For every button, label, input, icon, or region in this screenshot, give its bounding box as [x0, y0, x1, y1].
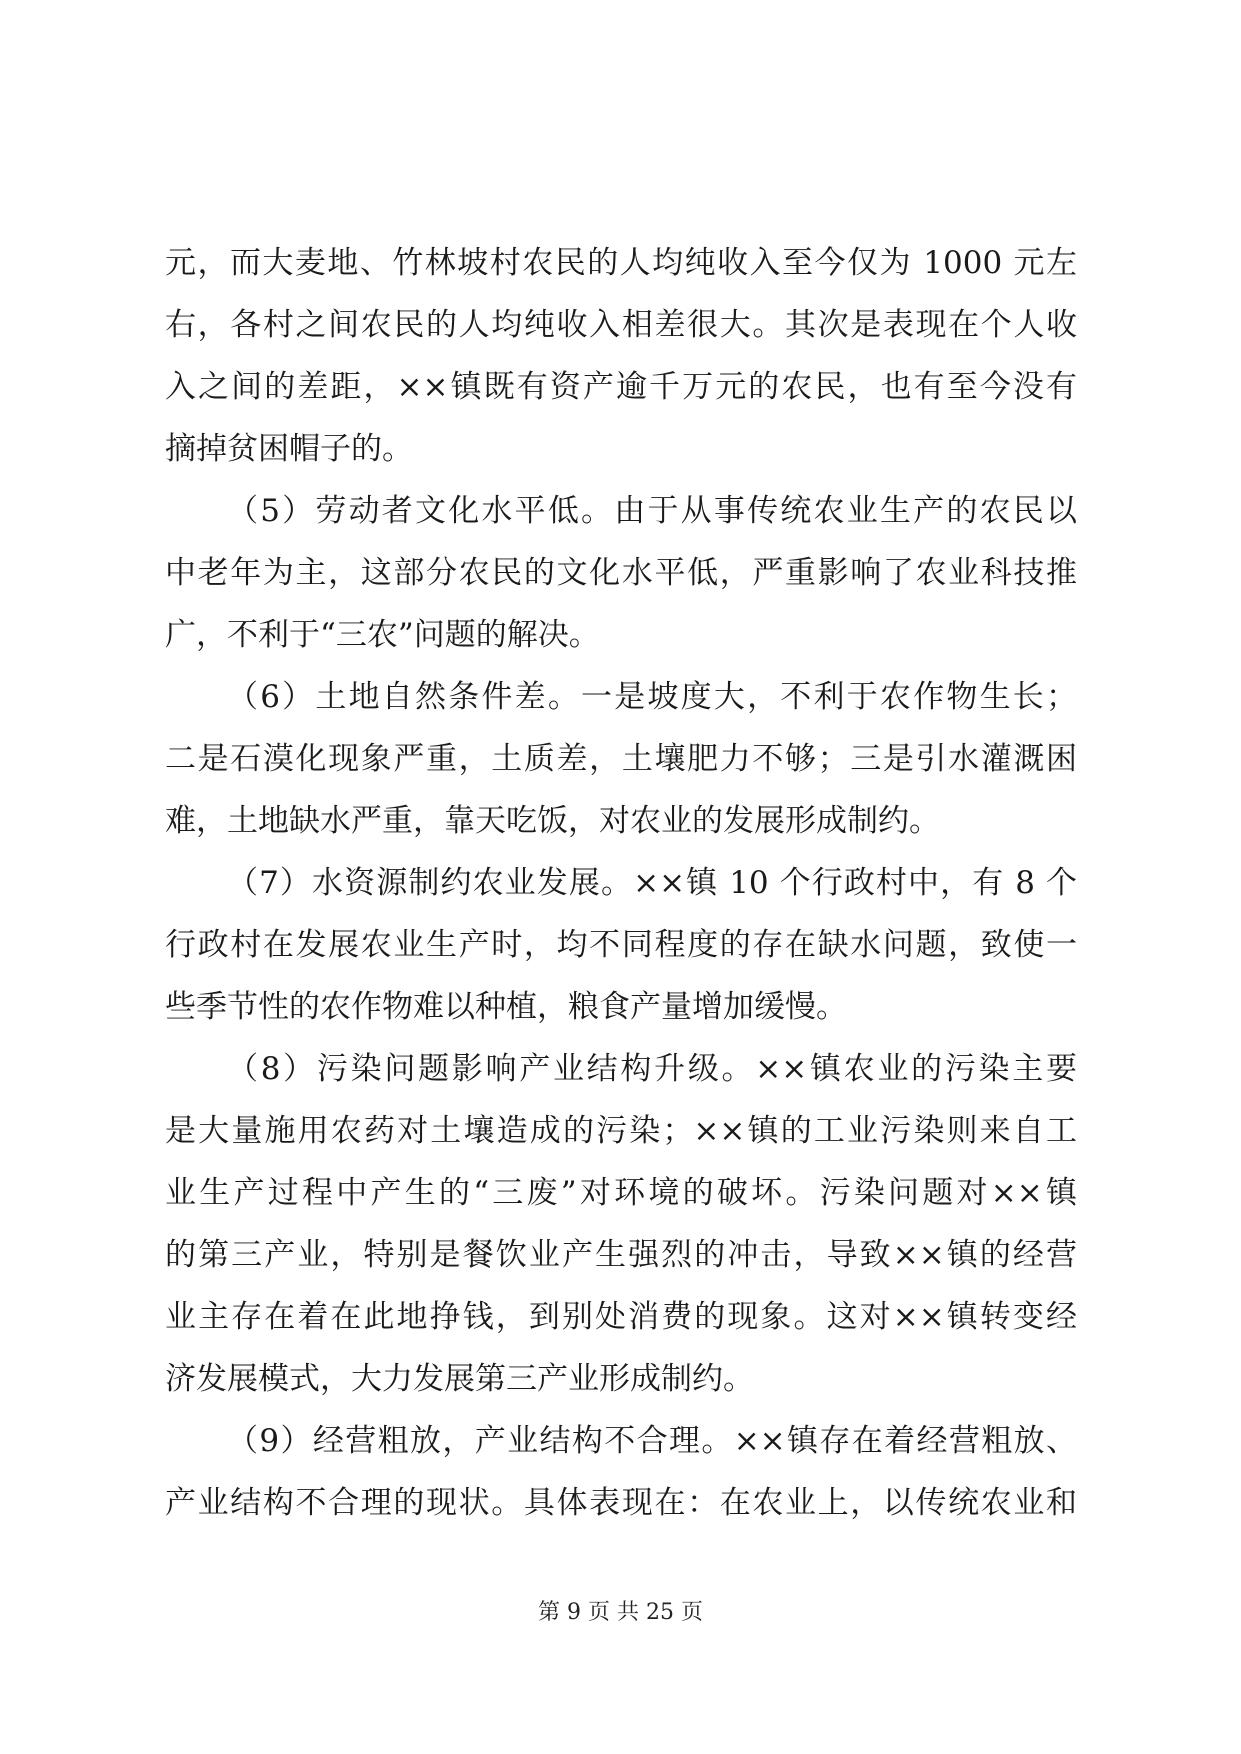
text-line: 业主存在着在此地挣钱，到别处消费的现象。这对××镇转变经: [165, 1299, 1077, 1335]
text-line: 难，土地缺水严重，靠天吃饭，对农业的发展形成制约。: [165, 803, 940, 839]
text-line: 元，而大麦地、竹林坡村农民的人均纯收入至今仅为 1000 元左: [165, 245, 1077, 281]
text-line: （9）经营粗放，产业结构不合理。××镇存在着经营粗放、: [227, 1423, 1077, 1459]
paragraph-income-gap: [165, 232, 1077, 480]
text-line: 行政村在发展农业生产时，均不同程度的存在缺水问题，致使一: [165, 927, 1077, 963]
body-text: [165, 232, 1077, 1534]
text-line: 广，不利于“三农”问题的解决。: [165, 617, 600, 653]
text-line: （8）污染问题影响产业结构升级。××镇农业的污染主要: [227, 1051, 1077, 1087]
text-line: 产业结构不合理的现状。具体表现在：在农业上，以传统农业和: [165, 1485, 1077, 1521]
text-line: 中老年为主，这部分农民的文化水平低，严重影响了农业科技推: [165, 555, 1077, 591]
text-line: 的第三产业，特别是餐饮业产生强烈的冲击，导致××镇的经营: [165, 1237, 1077, 1273]
page-number-footer: 第 9 页 共 25 页: [538, 1600, 703, 1625]
paragraph-item-6: [165, 666, 1077, 852]
text-line: （6）土地自然条件差。一是坡度大，不利于农作物生长；: [227, 679, 1077, 715]
text-line: 右，各村之间农民的人均纯收入相差很大。其次是表现在个人收: [165, 307, 1077, 343]
text-line: 是大量施用农药对土壤造成的污染；××镇的工业污染则来自工: [165, 1113, 1077, 1149]
paragraph-item-9: [165, 1410, 1077, 1534]
text-line: 入之间的差距，××镇既有资产逾千万元的农民，也有至今没有: [165, 369, 1077, 405]
text-line: 业生产过程中产生的“三废”对环境的破坏。污染问题对××镇: [165, 1175, 1077, 1211]
paragraph-item-8: [165, 1038, 1077, 1410]
text-line: （7）水资源制约农业发展。××镇 10 个行政村中，有 8 个: [227, 865, 1077, 901]
text-line: 些季节性的农作物难以种植，粮食产量增加缓慢。: [165, 989, 847, 1025]
paragraph-item-7: [165, 852, 1077, 1038]
text-line: 二是石漠化现象严重，土质差，土壤肥力不够；三是引水灌溉困: [165, 741, 1077, 777]
text-line: （5）劳动者文化水平低。由于从事传统农业生产的农民以: [227, 493, 1077, 529]
text-line: 摘掉贫困帽子的。: [165, 431, 413, 467]
text-line: 济发展模式，大力发展第三产业形成制约。: [165, 1361, 754, 1397]
paragraph-item-5: [165, 480, 1077, 666]
